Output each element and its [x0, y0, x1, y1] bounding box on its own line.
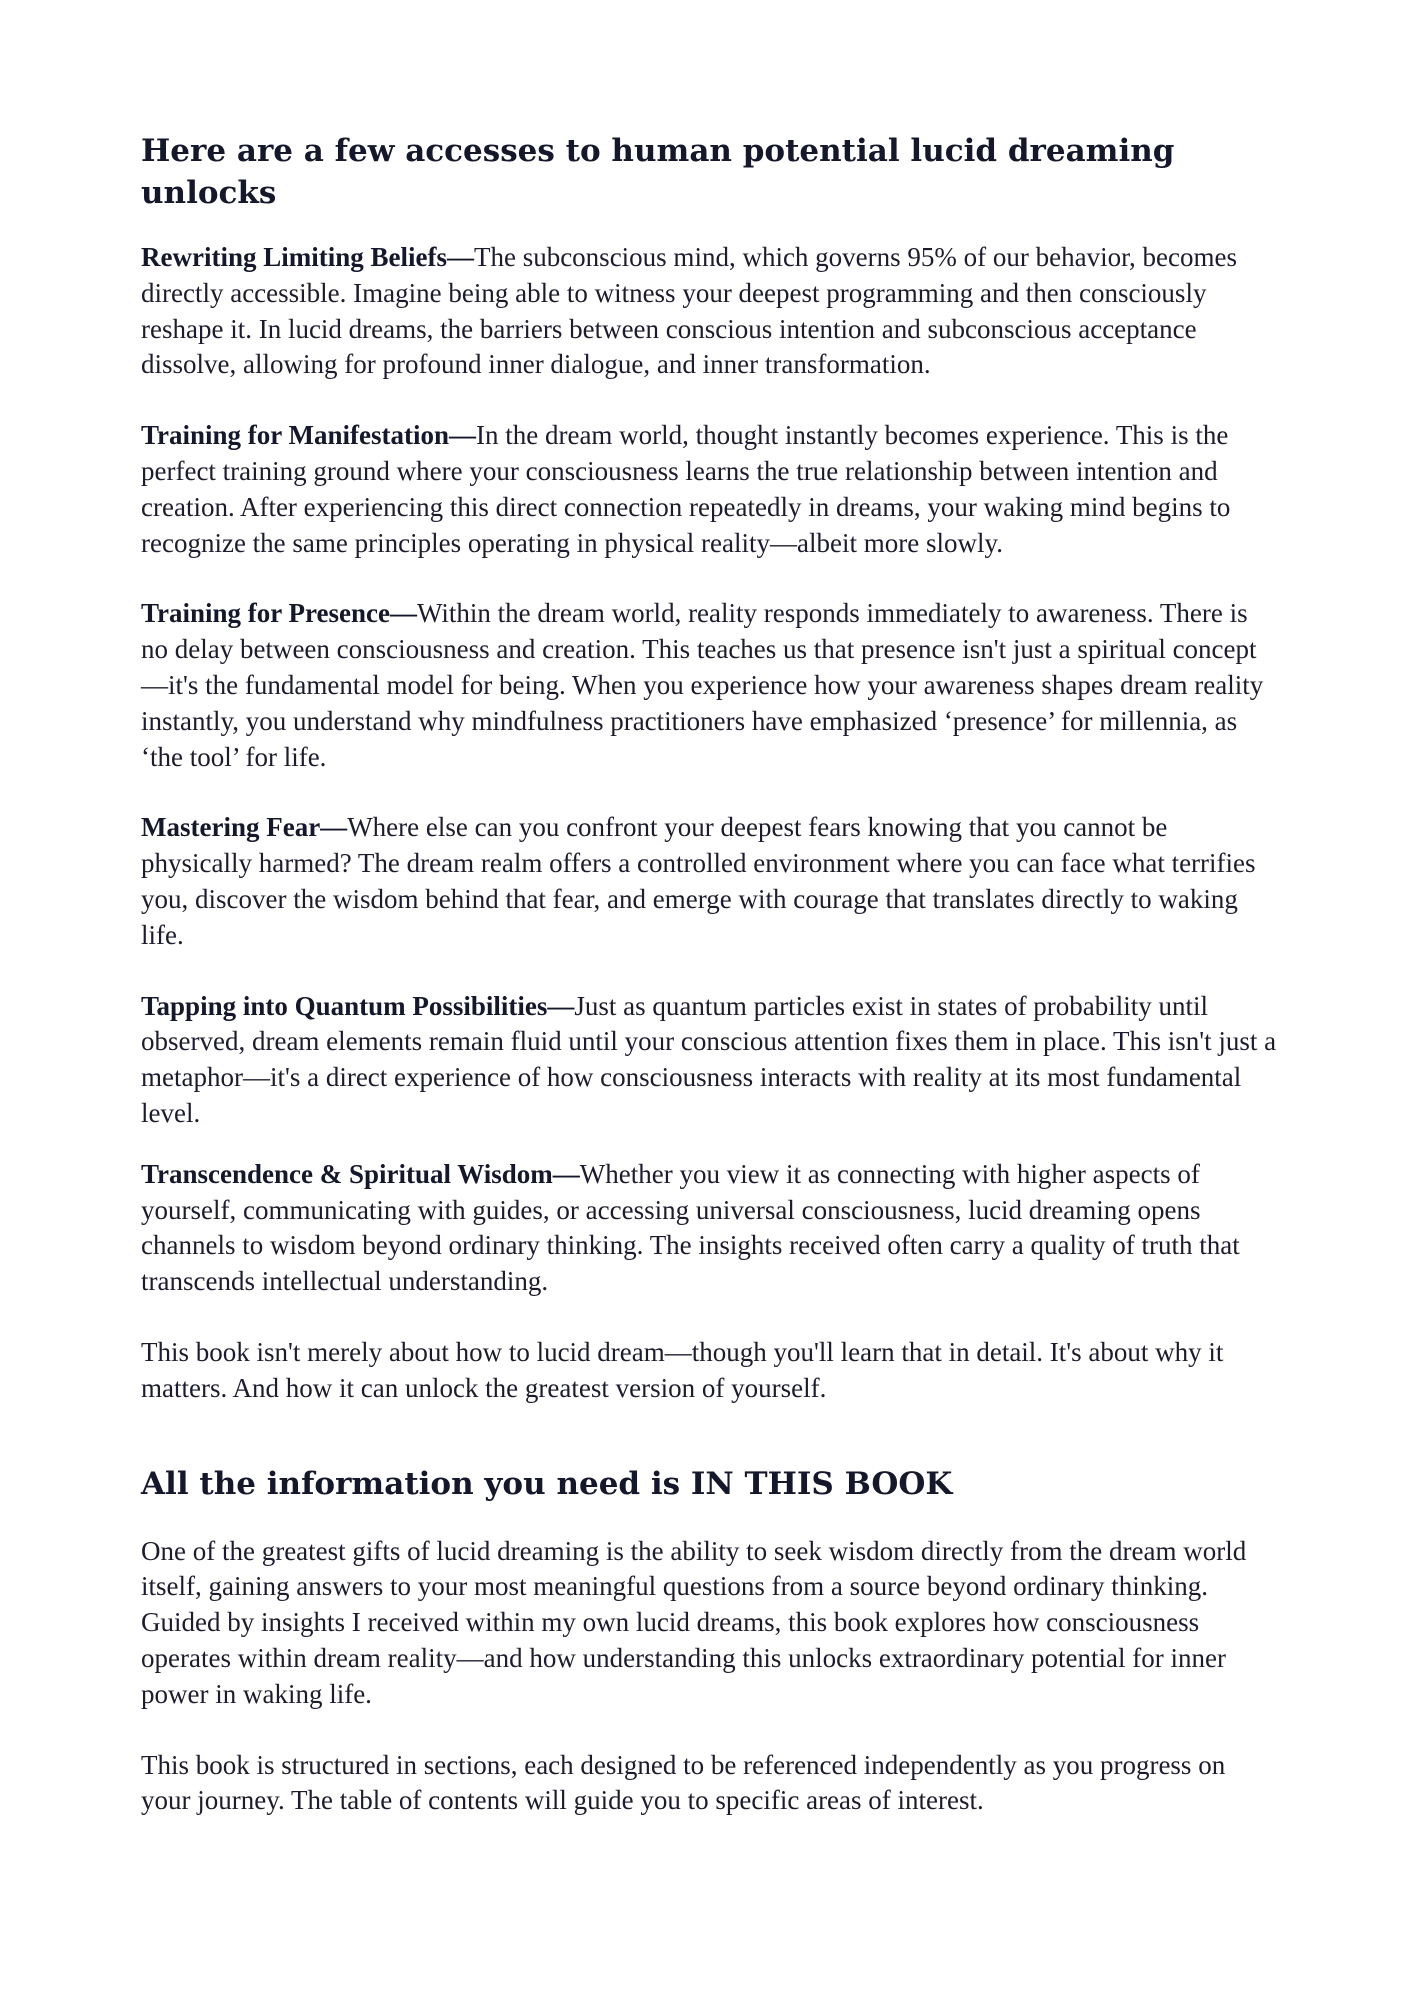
paragraph-presence — [141, 596, 1281, 775]
text-rewriting-beliefs: The subconscious mind, which governs 95% of our behavior, becomes directly accessible. Imagine being able to witness your deepest programming and then consciously reshape it. In lucid dreams, the barriers between conscious intention and subconscious acceptance dissolve, allowing for profound inner dialogue, and inner transformation. — [141, 242, 1237, 380]
paragraph-mastering-fear — [141, 810, 1281, 953]
term-rewriting-beliefs: Rewriting Limiting Beliefs— — [141, 242, 474, 272]
paragraph-greatest-gifts: One of the greatest gifts of lucid dreaming is the ability to seek wisdom directly from the dream world itself, gaining answers to your most meaningful questions from a source beyond ordinary thinking. Guided by insights I received within my own lucid dreams, this book explores how consciousness operates within dream reality—and how understanding this unlocks extraordinary potential for inner power in waking life. — [141, 1535, 1247, 1709]
paragraph-rewriting-beliefs — [141, 240, 1281, 383]
text-presence: Within the dream world, reality responds immediately to awareness. There is no delay between consciousness and creation. This teaches us that presence isn't just a spiritual concept—it's the fundamental model for being. When you experience how your awareness shapes dream reality instantly, you understand why mindfulness practitioners have emphasized ‘presence’ for millennia, as ‘the tool’ for life. — [141, 598, 1264, 772]
text-manifestation: In the dream world, thought instantly becomes experience. This is the perfect training ground where your consciousness learns the true relationship between intention and creation. After experiencing this direct connection repeatedly in dreams, your waking mind begins to recognize the same principles operating in physical reality—albeit more slowly. — [141, 420, 1231, 558]
paragraph-manifestation — [141, 418, 1281, 561]
paragraph-structure: This book is structured in sections, each designed to be referenced independently as you progress on your journey. The table of contents will guide you to specific areas of interest. — [141, 1749, 1226, 1816]
document-page — [141, 130, 1281, 1819]
term-transcendence: Transcendence & Spiritual Wisdom— — [141, 1158, 580, 1189]
term-quantum: Tapping into Quantum Possibilities— — [141, 990, 575, 1021]
text-mastering-fear: Where else can you confront your deepest fears knowing that you cannot be physically harmed? The dream realm offers a controlled environment where you can face what terrifies you, discover the wisdom behind that fear, and emerge with courage that translates directly to waking life. — [141, 812, 1256, 950]
term-manifestation: Training for Manifestation— — [141, 420, 476, 451]
term-presence: Training for Presence— — [141, 598, 417, 629]
paragraph-transcendence — [141, 1157, 1281, 1300]
section-heading-potential: Here are a few accesses to human potential lucid dreaming unlocks — [141, 133, 1175, 211]
section-heading-information: All the information you need is IN THIS BOOK — [141, 1465, 953, 1502]
text-transcendence: Whether you view it as connecting with higher aspects of yourself, communicating with guides, or accessing universal consciousness, lucid dreaming opens channels to wisdom beyond ordinary thinking. The insights received often carry a quality of truth that transcends intellectual understanding. — [141, 1158, 1240, 1297]
text-quantum: Just as quantum particles exist in states of probability until observed, dream elements remain fluid until your conscious attention fixes them in place. This isn't just a metaphor—it's a direct experience of how consciousness interacts with reality at its most fundamental level. — [141, 990, 1277, 1128]
term-mastering-fear: Mastering Fear— — [141, 812, 348, 843]
paragraph-quantum — [141, 989, 1281, 1132]
paragraph-closing: This book isn't merely about how to lucid dream—though you'll learn that in detail. It's about why it matters. And how it can unlock the greatest version of yourself. — [141, 1336, 1224, 1403]
